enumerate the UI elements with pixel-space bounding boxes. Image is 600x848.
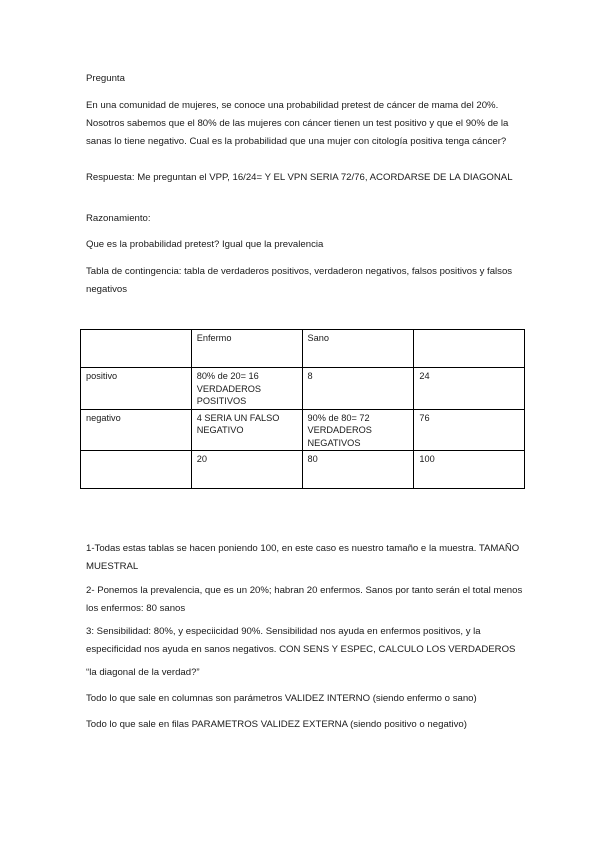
table-header-row (81, 330, 525, 368)
table-cell (81, 451, 192, 489)
table-cell: 90% de 80= 72 VERDADEROS NEGATIVOS (302, 409, 414, 451)
note-rows: Todo lo que sale en filas PARAMETROS VALIDEZ EXTERNA (siendo positivo o negativo) (86, 719, 467, 730)
table-row (81, 451, 525, 489)
table-cell: 76 (414, 409, 525, 451)
answer-paragraph: Respuesta: Me preguntan el VPP, 16/24= Y EL VPN SERIA 72/76, ACORDARSE DE LA DIAGONAL (86, 172, 513, 183)
note-diagonal: “la diagonal de la verdad?” (86, 667, 200, 678)
table-cell: Enfermo (191, 330, 302, 368)
table-cell: 100 (414, 451, 525, 489)
note-columns: Todo lo que sale en columnas son parámetros VALIDEZ INTERNO (siendo enfermo o sano) (86, 693, 477, 704)
table-cell (81, 330, 192, 368)
table-cell: Sano (302, 330, 414, 368)
note-sensitivity: 3: Sensibilidad: 80%, y especiicidad 90%. Sensibilidad nos ayuda en enfermos positivos, y la especificidad nos ayuda en sanos negativos. CON SENS Y ESPEC, CALCULO LOS VERDADEROS (86, 626, 516, 655)
table-row (81, 409, 525, 451)
table-cell (414, 330, 525, 368)
reasoning-label: Razonamiento: (86, 213, 151, 224)
table-cell: 80% de 20= 16 VERDADEROS POSITIVOS (191, 368, 302, 410)
table-cell: 20 (191, 451, 302, 489)
table-cell: 4 SERIA UN FALSO NEGATIVO (191, 409, 302, 451)
contingency-table (80, 329, 525, 489)
table-cell: 8 (302, 368, 414, 410)
table-cell: 80 (302, 451, 414, 489)
prevalence-question: Que es la probabilidad pretest? Igual que la prevalencia (86, 239, 324, 250)
table-cell: 24 (414, 368, 525, 410)
note-sample-size: 1-Todas estas tablas se hacen poniendo 100, en este caso es nuestro tamaño e la muestra. TAMAÑO MUESTRAL (86, 543, 520, 572)
table-cell: negativo (81, 409, 192, 451)
note-prevalence: 2- Ponemos la prevalencia, que es un 20%; habran 20 enfermos. Sanos por tanto serán el total menos los enfermos: 80 sanos (86, 585, 523, 614)
table-cell: positivo (81, 368, 192, 410)
heading: Pregunta (86, 73, 125, 84)
contingency-intro: Tabla de contingencia: tabla de verdaderos positivos, verdaderon negativos, falsos positivos y falsos negativos (86, 266, 513, 295)
question-paragraph: En una comunidad de mujeres, se conoce una probabilidad pretest de cáncer de mama del 20%. Nosotros sabemos que el 80% de las mujeres con cáncer tienen un test positivo y que el 90% de la sanas lo tiene negativo. Cual es la probabilidad que una mujer con citología positiva tenga cáncer? (86, 100, 509, 147)
table-row (81, 368, 525, 410)
